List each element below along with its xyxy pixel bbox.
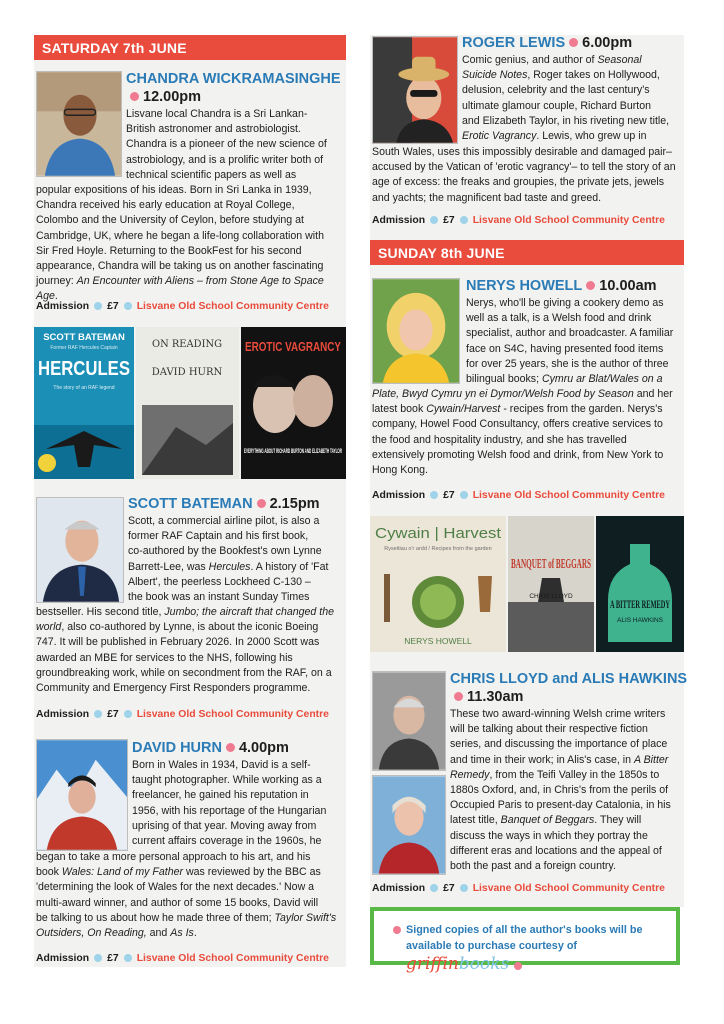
chris-alis-bio: These two award-winning Welsh crime writers will be talking about their respective fiction series, and discussing the importance of place and time in their work; in Alis's case, in A Bitter Remedy, from the Teifi Valley in the 1850s to 1880s Oxford, and, in Chris's from the perils of Occupied Paris to present-day Catalonia, in his latest title, Banquet of Beggars. They will discuss the ways in which they portray the different eras and locations and the appeal of both the past and a foreign country. [450, 708, 671, 873]
cywain-title-text: Cywain | Harvest [375, 525, 502, 542]
admission-row: Admission £7 Lisvane Old School Community Centre [36, 953, 329, 964]
david-bio-bottom: began to take a more personal approach to his art, and his book Wales: Land of my Father was reviewed by the BBC as 'determining the look of Wales for the next decades.' Now a multi-award winner, and author of some 15 books, David will be talking to us about how he made three of them; Taylor Swift's Outsiders, On Reading, and As Is. [36, 851, 337, 940]
bio-line: Lisvane local Chandra is a Sri Lankan- [126, 108, 308, 120]
chandra-name: CHANDRA WICKRAMASINGHE [126, 71, 341, 87]
bio-line: appearance, Chandra will be taking us on another fascinating [36, 260, 324, 273]
scott-heading: SCOTT BATEMAN 2.15pm [128, 496, 320, 512]
bullet-icon [257, 499, 266, 508]
saturday-header: SATURDAY 7th JUNE [34, 35, 346, 60]
right-column [370, 35, 688, 907]
roger-photo [372, 36, 458, 144]
chandra-time: 12.00pm [143, 89, 202, 105]
alis-hawkins-photo [372, 775, 446, 875]
roger-heading: ROGER LEWIS 6.00pm [462, 35, 633, 51]
griffin-books-logo: griffin [406, 954, 459, 974]
bitter-author-text: ALIS HAWKINS [617, 617, 663, 624]
saturday-column [34, 35, 346, 967]
bullet-icon [460, 216, 468, 224]
bio-line: popular expositions of his ideas. Born in Sri Lanka in 1939, [36, 184, 312, 196]
chandra-photo [36, 71, 122, 177]
cywain-author-text: NERYS HOWELL [404, 636, 472, 646]
svg-text:Ryseitiau o'r ardd / Recipes f: Ryseitiau o'r ardd / Recipes from the garden [384, 546, 492, 552]
admission-row: Admission £7 Lisvane Old School Community Centre [372, 215, 665, 226]
david-photo [36, 739, 128, 851]
sunday-header: SUNDAY 8th JUNE [370, 240, 684, 265]
svg-text:The story of an RAF legend: The story of an RAF legend [53, 385, 115, 391]
scott-bio-bottom: bestseller. His second title, Jumbo; the aircraft that changed the world, also co-authored by Lynne, is about the iconic Boeing 747. It will be published in February 2026. In 2000 Scott was awarded an MBE for services to the NHS, following his groundbreaking work, while on secondment from the RAF, on a Community and Emergency First Responders programme. [36, 606, 334, 695]
bullet-icon [226, 743, 235, 752]
hercules-author-text: SCOTT BATEMAN [43, 332, 125, 343]
nerys-photo [372, 278, 460, 384]
bio-line: Chandra received his early education at Royal College, [36, 199, 295, 212]
roger-bio-top: Comic genius, and author of Seasonal Suicide Notes, Roger takes on Hollywood, delusion, celebrity and the last century's ultimate glamour couple, Richard Burton and Elizabeth Taylor, in his riveting new title, Erotic Vagrancy. Lewis, who grew up in [462, 54, 670, 143]
banquet-author-text: CHRIS LLOYD [529, 593, 573, 600]
bio-line: journey: An Encounter with Aliens – from Stone Age to Space Age. [36, 275, 324, 303]
admission-row: Admission £7 Lisvane Old School Community Centre [36, 301, 329, 312]
chandra-time-row [126, 89, 201, 105]
bullet-icon [94, 710, 102, 718]
bullet-icon [460, 491, 468, 499]
erotic-vagrancy-cover [241, 327, 346, 479]
admission-row: Admission £7 Lisvane Old School Community Centre [372, 883, 665, 894]
bullet-icon [454, 692, 463, 701]
admission-row: Admission £7 Lisvane Old School Community Centre [36, 709, 329, 720]
bio-line: Sir Fred Hoyle. Returning to the BookFest for his second [36, 244, 302, 257]
svg-text:Former RAF Hercules Captain: Former RAF Hercules Captain [50, 345, 118, 351]
bullet-icon [430, 491, 438, 499]
bio-line: Chandra is a pioneer of the new science of [126, 138, 327, 151]
griffin-books-notice [370, 907, 680, 974]
david-bio-top: Born in Wales in 1934, David is a self- taught photographer. While working as a freelancer, he gained his reputation in 1956, with his reportage of the Hungarian uprising of that year. Moving away from current affairs coverage in the 1960s, he [132, 759, 327, 848]
bullet-icon [130, 92, 139, 101]
david-heading: DAVID HURN 4.00pm [132, 740, 289, 756]
bio-line: technical scientific papers as well as [126, 168, 297, 181]
bullet-icon [124, 954, 132, 962]
roger-bio-bottom: South Wales, uses this impossibly desirable and damaged pair– accused by the Vatican of 'erotic vagrancy'– to tell the story of an age of excess: the freaks and groupies, the private jets, jewels and yachts; the magnificent bad taste and greed. [372, 146, 676, 204]
on-reading-title-text: ON READING [152, 339, 223, 350]
admission-row: Admission £7 Lisvane Old School Community Centre [372, 490, 665, 501]
bio-line: Cambridge, UK, where he began a life-long collaboration with [36, 229, 324, 242]
bullet-icon [586, 281, 595, 290]
banquet-title-text: BANQUET of BEGGARS [511, 557, 592, 572]
bullet-icon [124, 302, 132, 310]
hercules-cover [34, 327, 134, 479]
nerys-bio-bottom: Plate, Bwyd Cymru yn ei Dymor/Welsh Food by Season and her latest book Cywain/Harvest - recipes from the garden. Nerys's company, Howel Food Consultancy, offers creative services to the food and hospitality industry, and she has travelled extensively promoting Welsh food and drink, from New York to Hong Kong. [372, 388, 673, 477]
nerys-heading: NERYS HOWELL 10.00am [466, 278, 657, 294]
bullet-icon [94, 954, 102, 962]
bio-line: astrobiology, and is a prolific writer both of [126, 153, 324, 166]
scott-bio-top: Scott, a commercial airline pilot, is also a former RAF Captain and his first book, co-authored by the Bookfest's own Lynne Barrett-Lee, was Hercules. A history of 'Fat Albert', the peerless Lockheed C-130 – the book was an instant Sunday Times [128, 515, 329, 604]
cywain-cover [370, 516, 506, 652]
banquet-of-beggars-cover [508, 516, 594, 652]
bullet-icon [393, 926, 401, 934]
on-reading-cover [136, 327, 239, 479]
bullet-icon [460, 884, 468, 892]
bitter-remedy-cover [596, 516, 684, 652]
nerys-bio-top: Nerys, who'll be giving a cookery demo as well as a talk, is a Welsh food and drink specialist, author and broadcaster. A familiar face on S4C, having presented food items for over 25 years, she is the author of three bilingual books; Cymru ar Blat/Wales on a [466, 297, 674, 386]
hercules-title-text: HERCULES [38, 358, 130, 380]
bullet-icon [430, 884, 438, 892]
erotic-title-text: EROTIC VAGRANCY [245, 339, 342, 354]
chandra-bio-bottom [36, 183, 346, 305]
bullet-icon [430, 216, 438, 224]
chris-lloyd-photo [372, 671, 446, 771]
bio-line: British astronomer and astrobiologist. [126, 123, 301, 136]
bullet-icon [569, 38, 578, 47]
on-reading-author-text: DAVID HURN [151, 367, 223, 378]
bio-line: Colombo and the University of Ceylon, before studying at [36, 214, 304, 227]
bullet-icon [514, 962, 522, 970]
bitter-title-text: A BITTER REMEDY [610, 597, 671, 611]
chandra-bio-top [126, 107, 327, 183]
bullet-icon [94, 302, 102, 310]
griffin-notice-text: Signed copies of all the author's books will be available to purchase courtesy of griffinbooks [388, 922, 668, 974]
svg-text:EVERYTHING ABOUT RICHARD BURTO: EVERYTHING ABOUT RICHARD BURTON AND ELIZABETH TAYLOR [244, 449, 343, 455]
chris-alis-time-row: 11.30am [450, 689, 523, 705]
scott-photo [36, 497, 124, 603]
chris-alis-name: CHRIS LLOYD and ALIS HAWKINS [450, 671, 688, 687]
bullet-icon [124, 710, 132, 718]
